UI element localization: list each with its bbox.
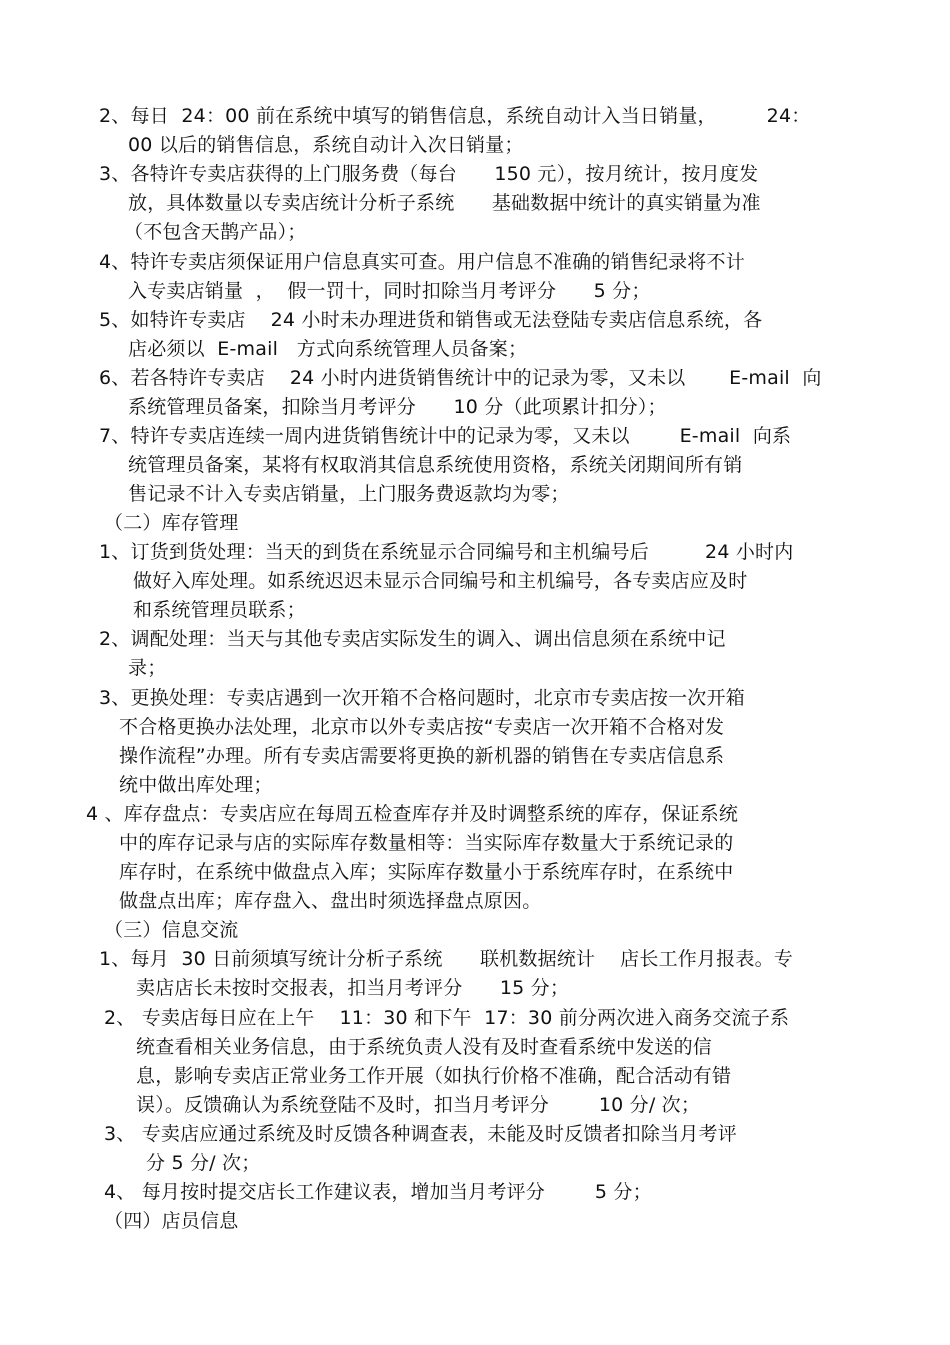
text-line: 4、 每月按时提交店长工作建议表，增加当月考评分 5 分；	[104, 1181, 652, 1203]
text-line: 误）。反馈确认为系统登陆不及时，扣当月考评分 10 分/ 次；	[136, 1094, 701, 1116]
text-line: 系统管理员备案，扣除当月考评分 10 分（此项累计扣分）；	[128, 396, 667, 418]
text-line: 录；	[128, 657, 167, 679]
section-heading: （二）库存管理	[104, 512, 239, 534]
text-line: 00 以后的销售信息，系统自动计入次日销量；	[128, 134, 524, 156]
text-line: （不包含天鹊产品）；	[124, 221, 307, 243]
text-line: 5、如特许专卖店 24 小时未办理进货和销售或无法登陆专卖店信息系统，各	[99, 309, 763, 331]
text-line: 操作流程”办理。所有专卖店需要将更换的新机器的销售在专卖店信息系	[119, 745, 725, 767]
text-line: 分 5 分/ 次；	[146, 1152, 261, 1174]
text-line: 4 、库存盘点：专卖店应在每周五检查库存并及时调整系统的库存，保证系统	[86, 803, 739, 825]
text-line: 3、各特许专卖店获得的上门服务费（每台 150 元），按月统计，按月度发	[99, 163, 759, 185]
text-line: 统管理员备案，某将有权取消其信息系统使用资格，系统关闭期间所有销	[128, 454, 743, 476]
text-line: 店必须以 E-mail 方式向系统管理人员备案；	[128, 338, 528, 360]
text-line: 放，具体数量以专卖店统计分析子系统 基础数据中统计的真实销量为准	[128, 192, 761, 214]
section-heading: （三）信息交流	[104, 919, 239, 941]
text-line: 2、 专卖店每日应在上午 11：30 和下午 17：30 前分两次进入商务交流子系	[104, 1007, 790, 1029]
text-line: 3、 专卖店应通过系统及时反馈各种调查表，未能及时反馈者扣除当月考评	[104, 1123, 737, 1145]
text-line: 做盘点出库；库存盘入、盘出时须选择盘点原因。	[119, 890, 542, 912]
section-heading: （四）店员信息	[104, 1210, 239, 1232]
text-line: 1、订货到货处理：当天的到货在系统显示合同编号和主机编号后 24 小时内	[99, 541, 794, 563]
text-line: 2、每日 24：00 前在系统中填写的销售信息，系统自动计入当日销量， 24：	[99, 105, 811, 127]
text-line: 和系统管理员联系；	[133, 599, 306, 621]
text-line: 2、调配处理：当天与其他专卖店实际发生的调入、调出信息须在系统中记	[99, 628, 726, 650]
text-line: 1、每月 30 日前须填写统计分析子系统 联机数据统计 店长工作月报表。专	[99, 948, 793, 970]
text-line: 4、特许专卖店须保证用户信息真实可查。用户信息不准确的销售纪录将不计	[99, 251, 745, 273]
text-line: 卖店店长未按时交报表，扣当月考评分 15 分；	[136, 977, 570, 999]
text-line: 中的库存记录与店的实际库存数量相等：当实际库存数量大于系统记录的	[119, 832, 734, 854]
text-line: 入专卖店销量 ， 假一罚十，同时扣除当月考评分 5 分；	[128, 280, 651, 302]
text-line: 3、更换处理：专卖店遇到一次开箱不合格问题时，北京市专卖店按一次开箱	[99, 687, 745, 709]
text-line: 统查看相关业务信息，由于系统负责人没有及时查看系统中发送的信	[136, 1036, 713, 1058]
text-line: 不合格更换办法处理，北京市以外专卖店按“专卖店一次开箱不合格对发	[119, 716, 725, 738]
text-line: 统中做出库处理；	[119, 774, 273, 796]
text-line: 做好入库处理。如系统迟迟未显示合同编号和主机编号，各专卖店应及时	[133, 570, 748, 592]
text-line: 息，影响专卖店正常业务工作开展（如执行价格不准确，配合活动有错	[136, 1065, 732, 1087]
text-line: 6、若各特许专卖店 24 小时内进货销售统计中的记录为零，又未以 E-mail 向	[99, 367, 822, 389]
text-line: 7、特许专卖店连续一周内进货销售统计中的记录为零，又未以 E-mail 向系	[99, 425, 792, 447]
text-line: 库存时，在系统中做盘点入库；实际库存数量小于系统库存时，在系统中	[119, 861, 734, 883]
text-line: 售记录不计入专卖店销量，上门服务费返款均为零；	[128, 483, 570, 505]
